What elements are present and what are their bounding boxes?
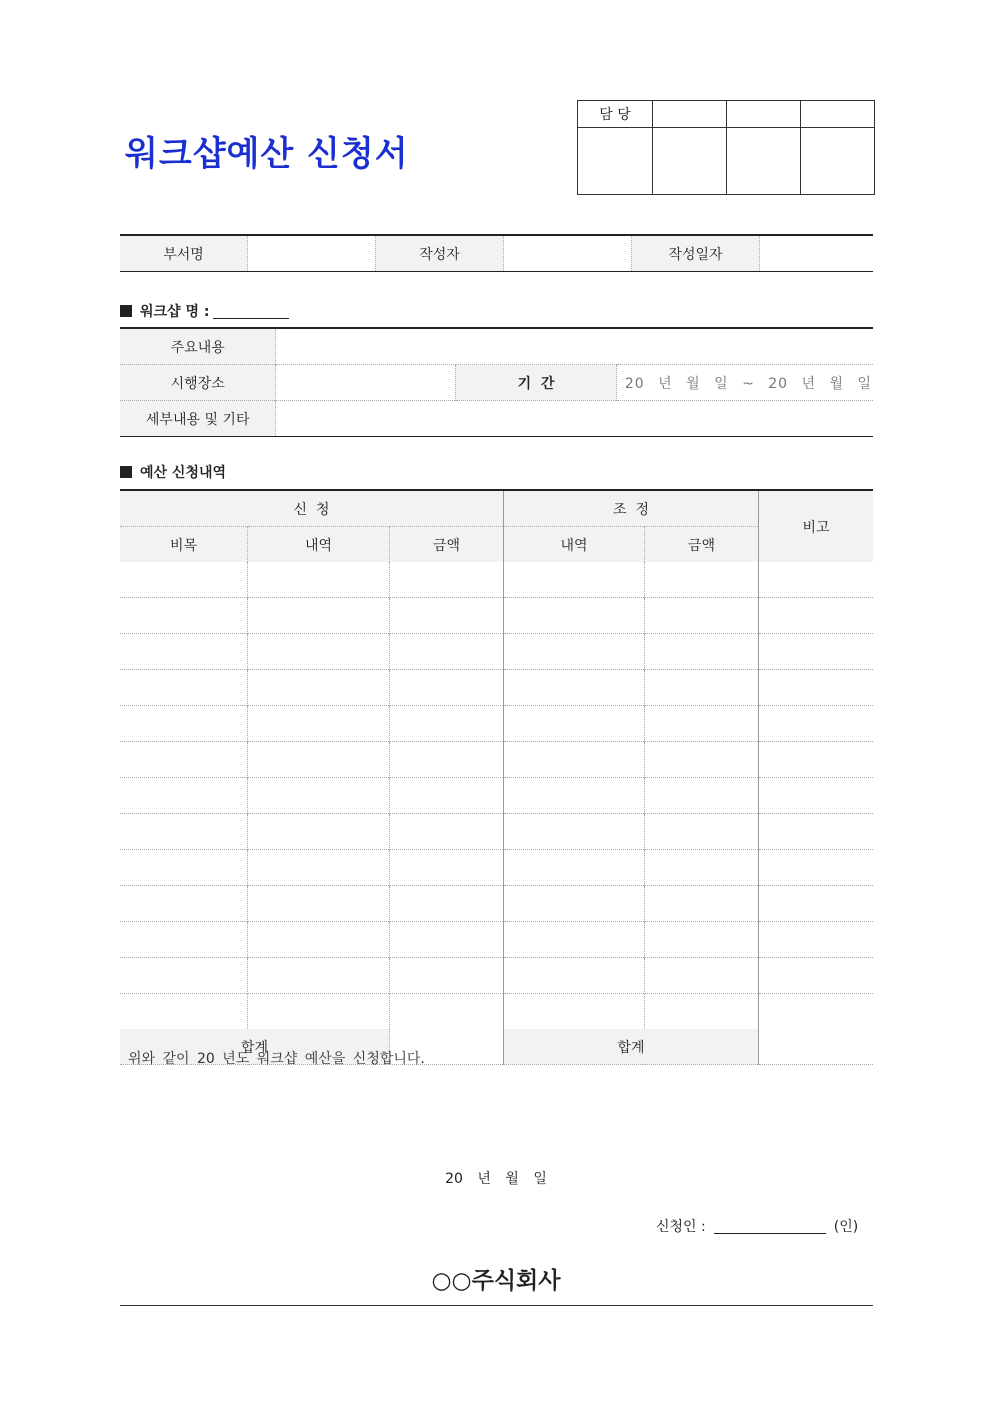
adjust-total-label: 합계 [504,1029,759,1065]
table-row [120,850,873,886]
budget-cell[interactable] [248,886,390,922]
budget-cell[interactable] [504,562,645,598]
budget-cell[interactable] [390,706,504,742]
budget-cell[interactable] [759,562,874,598]
detail-field[interactable] [276,401,873,437]
budget-cell[interactable] [645,994,759,1030]
workshop-table [120,327,873,437]
approval-sign-header-2[interactable] [727,101,801,128]
budget-cell[interactable] [504,814,645,850]
approval-sign-header-3[interactable] [801,101,875,128]
budget-cell[interactable] [645,598,759,634]
remark-header: 비고 [759,490,874,562]
budget-section-title: 예산 신청내역 [120,462,226,482]
approval-sign-cell[interactable] [578,128,653,195]
col-desc: 내역 [248,527,390,563]
budget-cell[interactable] [504,994,645,1030]
budget-cell[interactable] [759,994,874,1030]
budget-cell[interactable] [248,598,390,634]
budget-cell[interactable] [645,742,759,778]
place-field[interactable] [276,365,456,401]
approval-sign-cell[interactable] [801,128,875,195]
budget-cell[interactable] [645,814,759,850]
budget-cell[interactable] [248,994,390,1030]
applicant-label: 신청인 : [656,1219,706,1235]
table-row [120,634,873,670]
budget-cell[interactable] [759,742,874,778]
seal-mark: (인) [833,1219,859,1235]
table-row [120,778,873,814]
col-adjust-desc: 내역 [504,527,645,563]
remark-total-field[interactable] [759,1029,874,1065]
budget-cell[interactable] [504,670,645,706]
budget-cell[interactable] [504,850,645,886]
budget-cell[interactable] [759,778,874,814]
table-row [120,958,873,994]
budget-cell[interactable] [120,994,248,1030]
table-row [120,886,873,922]
main-content-label: 주요내용 [120,328,276,365]
budget-cell[interactable] [645,886,759,922]
period-field[interactable]: 20 년 월 일 ~ 20 년 월 일 [616,365,873,401]
budget-cell[interactable] [759,922,874,958]
budget-cell[interactable] [504,778,645,814]
budget-cell[interactable] [504,598,645,634]
budget-cell[interactable] [390,814,504,850]
budget-cell[interactable] [645,958,759,994]
adjust-header: 조 정 [504,490,759,527]
table-row [120,670,873,706]
budget-cell[interactable] [645,706,759,742]
approval-sign-cell[interactable] [653,128,727,195]
signing-date: 20 년 월 일 [445,1171,547,1187]
budget-cell[interactable] [390,778,504,814]
main-content-field[interactable] [276,328,873,365]
budget-cell[interactable] [390,670,504,706]
budget-cell[interactable] [248,562,390,598]
budget-cell[interactable] [504,886,645,922]
budget-cell[interactable] [390,994,504,1030]
square-bullet-icon [120,466,132,478]
info-table [120,234,873,272]
square-bullet-icon [120,305,132,317]
budget-cell[interactable] [248,958,390,994]
table-row [120,922,873,958]
budget-cell[interactable] [120,814,248,850]
budget-cell[interactable] [645,778,759,814]
budget-cell[interactable] [504,958,645,994]
budget-cell[interactable] [759,670,874,706]
detail-label: 세부내용 및 기타 [120,401,276,437]
col-adjust-amount: 금액 [645,527,759,563]
budget-cell[interactable] [120,958,248,994]
place-label: 시행장소 [120,365,276,401]
budget-cell[interactable] [759,598,874,634]
applicant-line [656,1216,858,1236]
budget-cell[interactable] [120,886,248,922]
budget-cell[interactable] [504,634,645,670]
col-item: 비목 [120,527,248,563]
budget-cell[interactable] [248,778,390,814]
budget-cell[interactable] [759,706,874,742]
budget-cell[interactable] [759,958,874,994]
budget-cell[interactable] [645,922,759,958]
budget-cell[interactable] [390,922,504,958]
author-field[interactable] [504,235,632,272]
budget-cell[interactable] [120,562,248,598]
approval-sign-cell[interactable] [727,128,801,195]
budget-cell[interactable] [248,742,390,778]
budget-cell[interactable] [504,706,645,742]
budget-cell[interactable] [120,850,248,886]
budget-cell[interactable] [120,634,248,670]
dept-field[interactable] [248,235,376,272]
budget-cell[interactable] [120,706,248,742]
applicant-field[interactable] [714,1219,826,1234]
budget-cell[interactable] [120,598,248,634]
col-amount: 금액 [390,527,504,563]
table-row [120,598,873,634]
budget-cell[interactable] [390,850,504,886]
apply-total-label: 합계 [120,1029,390,1065]
table-row [120,706,873,742]
author-label: 작성자 [376,235,504,272]
apply-header: 신 청 [120,490,504,527]
table-row [120,742,873,778]
budget-cell[interactable] [390,562,504,598]
budget-cell[interactable] [120,670,248,706]
budget-cell[interactable] [504,922,645,958]
table-row [120,814,873,850]
budget-cell[interactable] [120,922,248,958]
budget-cell[interactable] [759,886,874,922]
write-date-label: 작성일자 [632,235,760,272]
table-row [120,994,873,1030]
approval-sign-header-1[interactable] [653,101,727,128]
workshop-name-field[interactable] [213,304,289,319]
approval-header: 담 당 [578,101,653,128]
budget-cell[interactable] [759,850,874,886]
budget-cell[interactable] [645,634,759,670]
dept-label: 부서명 [120,235,248,272]
budget-cell[interactable] [248,850,390,886]
company-name: ○○주식회사 [431,1268,561,1294]
period-label: 기 간 [456,365,617,401]
budget-cell[interactable] [248,634,390,670]
budget-cell[interactable] [504,742,645,778]
bottom-divider [120,1305,873,1306]
budget-cell[interactable] [390,742,504,778]
approval-box [577,100,875,195]
budget-table [120,489,873,1065]
budget-cell[interactable] [645,850,759,886]
page-title: 워크샵예산 신청서 [125,134,409,174]
budget-cell[interactable] [759,634,874,670]
budget-cell[interactable] [645,670,759,706]
workshop-section-title: 워크샵 명 : [120,301,289,321]
budget-cell[interactable] [390,598,504,634]
declaration-text: 위와 같이 20 년도 워크샵 예산을 신청합니다. [128,1051,425,1067]
budget-cell[interactable] [248,922,390,958]
budget-cell[interactable] [759,814,874,850]
budget-cell[interactable] [645,562,759,598]
budget-cell[interactable] [120,742,248,778]
write-date-field[interactable] [760,235,874,272]
budget-cell[interactable] [248,814,390,850]
table-row [120,562,873,598]
budget-cell[interactable] [248,670,390,706]
budget-cell[interactable] [390,634,504,670]
budget-cell[interactable] [390,886,504,922]
budget-cell[interactable] [390,958,504,994]
budget-cell[interactable] [120,778,248,814]
budget-cell[interactable] [248,706,390,742]
